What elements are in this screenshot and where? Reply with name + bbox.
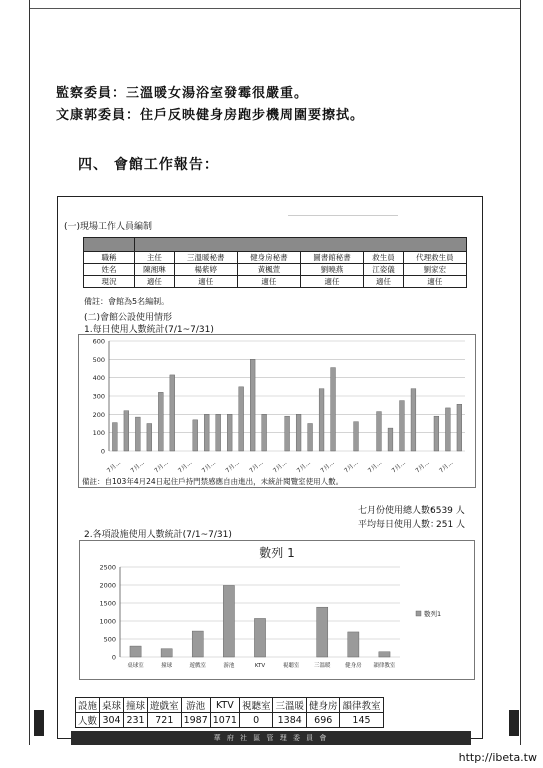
bar: [135, 417, 140, 451]
table-cell: 現況: [84, 276, 135, 288]
x-tick-label: 健身房: [345, 663, 362, 669]
facility-usage-chart-svg: [80, 541, 474, 679]
bar: [192, 631, 203, 657]
y-tick-label: 2000: [99, 581, 116, 590]
table-cell: 適任: [237, 276, 300, 288]
facility-usage-chart: [79, 540, 475, 680]
table-cell: 145: [340, 713, 383, 728]
table-cell: 適任: [174, 276, 237, 288]
y-tick-label: 2500: [99, 563, 116, 572]
bar: [348, 632, 359, 657]
table-cell: 劉家宏: [403, 264, 466, 276]
x-tick-label: KTV: [254, 663, 266, 669]
table-cell: 劉曉燕: [300, 264, 363, 276]
table-cell: 江姿儀: [364, 264, 404, 276]
table-cell: 陳湘琳: [135, 264, 175, 276]
bar: [124, 411, 129, 451]
table-cell: 696: [306, 713, 340, 728]
table-cell: 適任: [135, 276, 175, 288]
table-cell: 適任: [403, 276, 466, 288]
bar: [161, 649, 172, 657]
daily-note: 備註：自103年4月24日起住戶持門禁感應自由進出，未統計閱覽室使用人數。: [82, 477, 344, 486]
staff-note: 備註：會館為5名編制。: [84, 297, 170, 306]
table-cell: 三溫暖: [273, 698, 307, 713]
bar: [147, 424, 152, 452]
y-tick-label: 200: [92, 410, 105, 419]
bar: [112, 423, 117, 451]
table-cell: 1384: [273, 713, 307, 728]
bar: [130, 646, 141, 657]
table-cell: 撞球: [124, 698, 148, 713]
table-cell: 1987: [181, 713, 210, 728]
x-tick-label: 7月...: [390, 459, 407, 475]
scan-line: [288, 215, 398, 216]
y-tick-label: 1000: [99, 617, 116, 626]
table-row: [84, 252, 467, 264]
y-tick-label: 0: [111, 653, 116, 662]
section-title: 四、 會館工作報告：: [78, 157, 219, 173]
bar: [331, 368, 336, 451]
bar: [377, 412, 382, 451]
staff-header-bar: [84, 238, 467, 252]
table-cell: 視聽室: [239, 698, 273, 713]
table-row: [76, 713, 384, 728]
y-tick-label: 500: [92, 355, 105, 364]
table-cell: 圖書館秘書: [300, 252, 363, 264]
bar: [411, 389, 416, 451]
memo-line-2: 文康郭委員：住戶反映健身房跑步機周圍要擦拭。: [56, 108, 365, 123]
x-tick-label: 游池: [223, 663, 235, 669]
x-tick-label: 7月...: [414, 459, 431, 475]
table-row: [84, 276, 467, 288]
binding-mark-left: [34, 710, 44, 736]
facility-table: [75, 697, 384, 728]
usage-heading: (二)會館公設使用情形: [84, 313, 173, 323]
table-cell: 韻律教室: [340, 698, 383, 713]
table-cell: 304: [100, 713, 124, 728]
table-cell: 健身房: [306, 698, 340, 713]
bar: [308, 424, 313, 452]
x-tick-label: 視聽室: [282, 663, 300, 669]
table-cell: 職稱: [84, 252, 135, 264]
chart-title: 數列 1: [259, 546, 295, 560]
bar: [204, 414, 209, 451]
bar: [227, 414, 232, 451]
avg-label: 平均每日使用人數：: [358, 520, 440, 530]
legend-swatch: [416, 611, 421, 616]
y-tick-label: 300: [92, 392, 105, 401]
y-tick-label: 600: [92, 337, 105, 346]
bar: [388, 428, 393, 451]
bar: [379, 652, 390, 657]
table-cell: 代理救生員: [403, 252, 466, 264]
bar: [250, 359, 255, 451]
x-tick-label: 7月...: [200, 459, 218, 475]
daily-usage-chart-svg: [79, 335, 475, 487]
x-tick-label: 7月...: [129, 459, 146, 475]
bar: [434, 416, 439, 451]
table-cell: 0: [239, 713, 273, 728]
total-value: 6539 人: [430, 506, 465, 516]
x-tick-label: 7月...: [319, 459, 336, 475]
table-cell: 721: [148, 713, 182, 728]
watermark: http://ibeta.tw: [458, 751, 537, 764]
x-tick-label: 7月...: [153, 459, 170, 475]
table-cell: 游池: [181, 698, 210, 713]
table-cell: 桌球: [100, 698, 124, 713]
bar: [457, 404, 462, 451]
y-tick-label: 0: [100, 447, 105, 456]
table-cell: 設施: [76, 698, 100, 713]
table-row: [76, 698, 384, 713]
table-cell: 姓名: [84, 264, 135, 276]
bar: [445, 408, 450, 451]
y-tick-label: 400: [92, 374, 105, 383]
bar: [170, 375, 175, 451]
total-label: 七月份使用總人數：: [358, 506, 440, 516]
bar: [400, 401, 405, 451]
bar: [285, 416, 290, 451]
page-footer: 華 府 社 區 管 理 委 員 會: [71, 731, 471, 745]
daily-usage-chart: [78, 334, 476, 488]
y-tick-label: 1500: [99, 599, 116, 608]
table-cell: 主任: [135, 252, 175, 264]
y-tick-label: 100: [92, 429, 105, 438]
binding-mark-right: [509, 710, 519, 736]
table-cell: 適任: [364, 276, 404, 288]
bar: [354, 422, 359, 451]
bar: [319, 389, 324, 451]
bar: [239, 387, 244, 451]
staff-heading: (一)現場工作人員編制: [64, 222, 153, 232]
bar: [216, 414, 221, 451]
bar: [296, 414, 301, 451]
table-cell: 1071: [210, 713, 239, 728]
bar: [223, 585, 234, 657]
memo-line-1: 監察委員：三溫暖女湯浴室發霉很嚴重。: [56, 86, 309, 101]
facility-chart-title: 2.各項設施使用人數統計(7/1~7/31): [84, 530, 232, 540]
x-tick-label: 桌球室: [127, 663, 144, 669]
daily-chart-title: 1.每日使用人數統計(7/1~7/31): [84, 325, 214, 335]
table-cell: 遊戲室: [148, 698, 182, 713]
bar: [262, 414, 267, 451]
x-tick-label: 7月...: [343, 459, 360, 475]
x-tick-label: 7月...: [224, 459, 241, 475]
bar: [317, 607, 328, 657]
x-tick-label: 7月...: [248, 459, 265, 475]
work-report-page: [57, 196, 483, 739]
x-tick-label: 7月...: [271, 459, 289, 475]
table-cell: 三溫暖秘書: [174, 252, 237, 264]
staff-table: [83, 237, 467, 288]
x-tick-label: 韻律教室: [373, 663, 396, 669]
bar: [193, 420, 198, 451]
x-tick-label: 7月...: [176, 459, 194, 475]
table-cell: 救生員: [364, 252, 404, 264]
bar: [158, 392, 163, 451]
x-tick-label: 撞球: [161, 663, 173, 669]
x-tick-label: 7月...: [438, 459, 455, 475]
table-cell: 黃楓萱: [237, 264, 300, 276]
avg-value: 251 人: [436, 520, 466, 530]
table-cell: 適任: [300, 276, 363, 288]
table-row: [84, 264, 467, 276]
bar: [254, 618, 265, 657]
x-tick-label: 7月...: [295, 459, 313, 475]
table-cell: KTV: [210, 698, 239, 713]
legend-label: 數列1: [424, 610, 442, 618]
table-cell: 楊紫婷: [174, 264, 237, 276]
x-tick-label: 遊戲室: [189, 663, 207, 669]
y-tick-label: 500: [103, 635, 116, 644]
x-tick-label: 7月...: [366, 459, 384, 475]
table-cell: 人數: [76, 713, 100, 728]
x-tick-label: 三溫暖: [313, 663, 331, 669]
table-cell: 健身房秘書: [237, 252, 300, 264]
table-cell: 231: [124, 713, 148, 728]
x-tick-label: 7月...: [105, 459, 123, 475]
